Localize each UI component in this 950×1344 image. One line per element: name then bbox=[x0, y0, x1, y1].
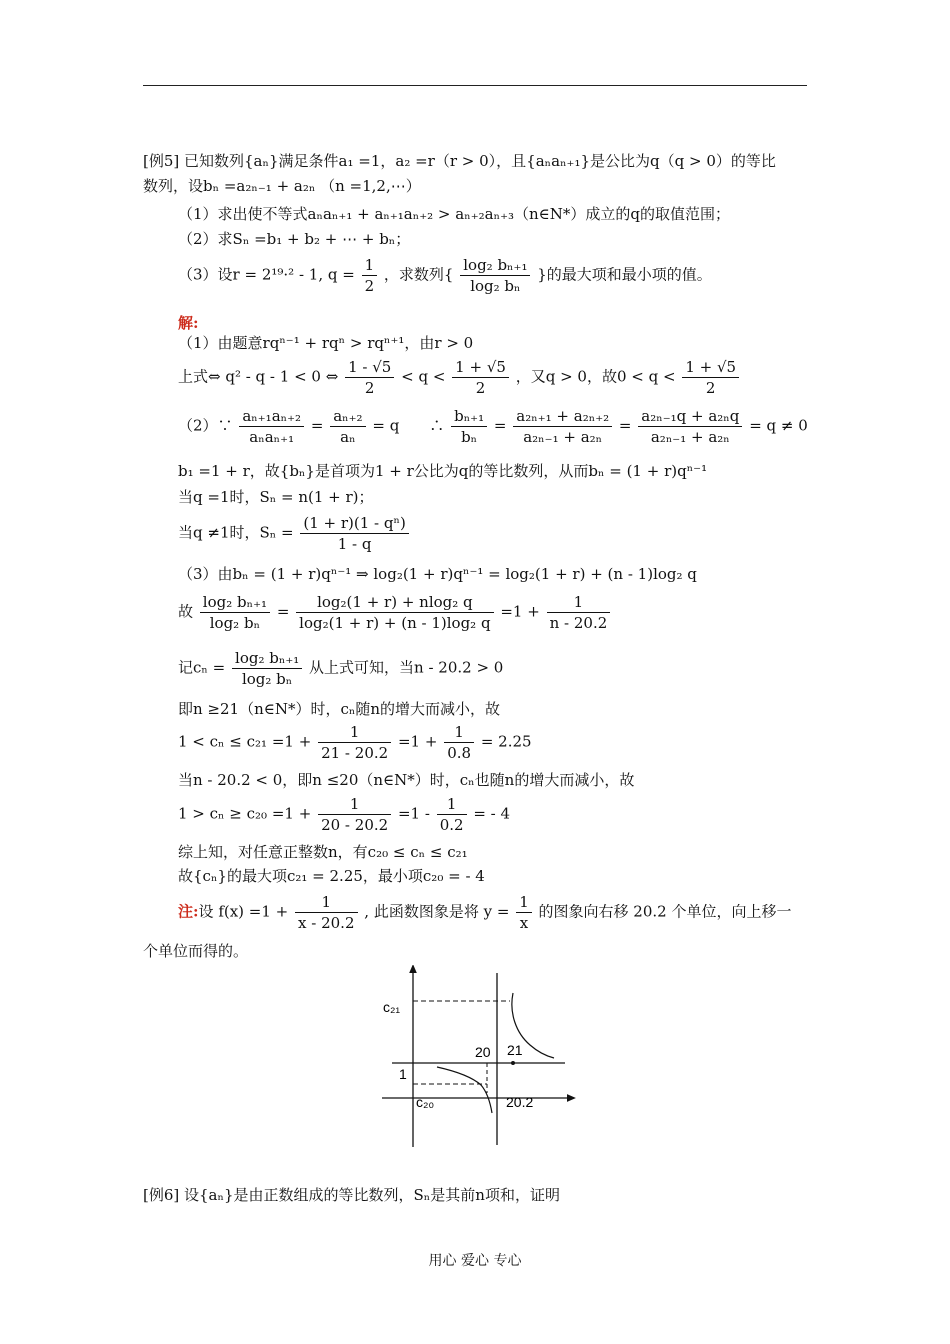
fraction: $\frac{\text{log₂ bₙ₊₁}}{\text{log₂ bₙ}}$ bbox=[460, 255, 530, 296]
function-graph bbox=[380, 965, 580, 1150]
solution-step-2: 上式⇔ q² - q - 1 < 0 ⇔ $\frac{1 - √5}{2}$ < q < $\frac{1 + √5}{2}$ ，又q > 0，故0 < q < $\frac{1 + √5}{2}$ bbox=[178, 357, 741, 398]
label-one: 1 bbox=[399, 1066, 407, 1082]
ex6-line1: [例6] 设{aₙ}是由正数组成的等比数列，Sₙ是其前n项和，证明 bbox=[143, 1186, 560, 1204]
solution-step-5: 当q =1时，Sₙ = n(1 + r)； bbox=[178, 488, 374, 506]
label-c20: c₂₀ bbox=[416, 1094, 435, 1110]
ex5-question-3: （3）设r = 2¹⁹·² - 1, q = $\frac{1}{2}$ ，求数列{ $\frac{\text{log₂ bₙ₊₁}}{\text{log₂ bₙ}}$ }的最大项和最小项的值。 bbox=[178, 256, 712, 295]
solution-step-3: （2）∵ $\frac{\text{aₙ₊₁aₙ₊₂}}{\text{aₙaₙ₊₁}}$ = $\frac{\text{aₙ₊₂}}{\text{aₙ}}$ = q ∴ $\frac{\text{bₙ₊₁}}{\text{bₙ}}$ = $\frac{\text{a₂ₙ₊₁ + a₂ₙ₊₂}}{\text{a₂ₙ₋₁ + a₂ₙ}}$ = $\frac{\text{a₂ₙ₋₁q + a₂ₙq}}{\text{a₂ₙ₋₁ + a₂ₙ}}$ = q ≠ 0 bbox=[178, 407, 808, 446]
label-20: 20 bbox=[475, 1044, 491, 1060]
fraction: $\frac{1}{2}$ bbox=[362, 255, 378, 296]
left-branch bbox=[437, 1067, 492, 1113]
solution-step-1: （1）由题意rqⁿ⁻¹ + rqⁿ > rqⁿ⁺¹，由r > 0 bbox=[178, 334, 474, 352]
solution-step-12: 当n - 20.2 < 0，即n ≤20（n∈N*）时，cₙ也随n的增大而减小，故 bbox=[178, 771, 635, 789]
solution-step-7: （3）由bₙ = (1 + r)qⁿ⁻¹ ⇒ log₂(1 + r)qⁿ⁻¹ = log₂(1 + r) + (n - 1)log₂ q bbox=[178, 565, 697, 583]
note-line-1: 注:设 f(x) =1 + $\frac{1}{x - 20.2}$ , 此函数图象是将 y = $\frac{1}{x}$ 的图象向右移 20.2 个单位，向上移一 bbox=[178, 893, 792, 932]
ex5-line1: [例5] 已知数列{aₙ}满足条件a₁ =1，a₂ =r（r > 0），且{aₙaₙ₊₁}是公比为q（q > 0）的等比 bbox=[143, 152, 776, 170]
label-21: 21 bbox=[507, 1042, 523, 1058]
solution-step-11: 1 < cₙ ≤ c₂₁ =1 + $\frac{1}{21 - 20.2}$ =1 + $\frac{1}{0.8}$ = 2.25 bbox=[178, 723, 532, 762]
solution-step-8: 故 $\frac{\text{log₂ bₙ₊₁}}{\text{log₂ bₙ}}$ = $\frac{\text{log₂(1 + r) + nlog₂ q}}{\text{log₂(1 + r) + (n - 1)log₂ q}}$ =1 + $\frac{1}{n - 20.2}$ bbox=[178, 592, 612, 633]
note-line-2: 个单位而得的。 bbox=[143, 942, 249, 960]
solution-step-4: b₁ =1 + r，故{bₙ}是首项为1 + r公比为q的等比数列，从而bₙ = (1 + r)qⁿ⁻¹ bbox=[178, 462, 708, 480]
label-c21: c₂₁ bbox=[383, 999, 401, 1015]
solution-step-6: 当q ≠1时，Sₙ = $\frac{\text{(1 + r)(1 - qⁿ)}}{1 - q}$ bbox=[178, 513, 411, 554]
header-rule bbox=[143, 85, 807, 86]
solution-step-15: 故{cₙ}的最大项c₂₁ = 2.25，最小项c₂₀ = - 4 bbox=[178, 867, 485, 885]
solution-step-9: 记cₙ = $\frac{\text{log₂ bₙ₊₁}}{\text{log₂ bₙ}}$ 从上式可知，当n - 20.2 > 0 bbox=[178, 649, 504, 688]
ex5-question-2: （2）求Sₙ =b₁ + b₂ + ⋯ + bₙ； bbox=[178, 230, 411, 248]
ex5-question-1: （1）求出使不等式aₙaₙ₊₁ + aₙ₊₁aₙ₊₂ > aₙ₊₂aₙ₊₃（n∈N*）成立的q的取值范围； bbox=[178, 205, 730, 223]
page-footer: 用心 爱心 专心 bbox=[428, 1253, 522, 1269]
solution-step-10: 即n ≥21（n∈N*）时，cₙ随n的增大而减小，故 bbox=[178, 700, 501, 718]
solution-step-14: 综上知，对任意正整数n，有c₂₀ ≤ cₙ ≤ c₂₁ bbox=[178, 843, 468, 861]
ex5-line2: 数列，设bₙ =a₂ₙ₋₁ + a₂ₙ （n =1,2,⋯） bbox=[143, 177, 421, 195]
label-20-2: 20.2 bbox=[506, 1094, 534, 1110]
solution-label: 解: bbox=[178, 314, 199, 332]
note-label: 注: bbox=[178, 902, 199, 921]
solution-step-13: 1 > cₙ ≥ c₂₀ =1 + $\frac{1}{20 - 20.2}$ =1 - $\frac{1}{0.2}$ = - 4 bbox=[178, 795, 511, 834]
point-21 bbox=[511, 1061, 515, 1065]
